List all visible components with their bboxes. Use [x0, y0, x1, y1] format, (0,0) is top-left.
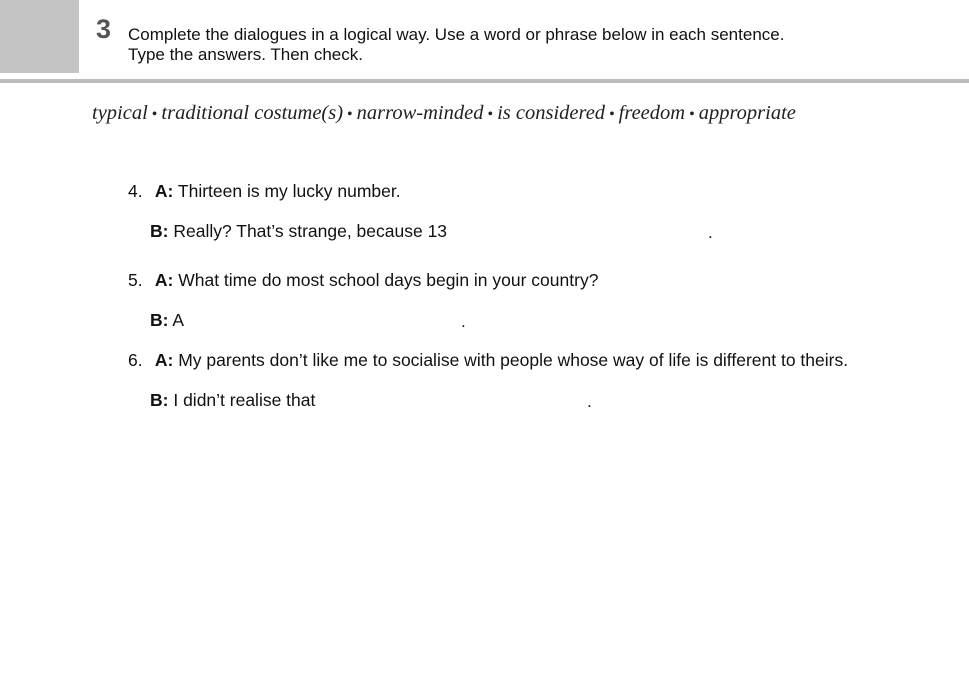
speaker-b-text: Really? That’s strange, because 13	[173, 221, 448, 241]
speaker-b-text: A	[172, 310, 185, 330]
item-number: 6.	[128, 350, 143, 370]
speaker-b-text: I didn’t realise that	[173, 390, 316, 410]
speaker-a-label: A:	[154, 270, 174, 290]
word-bank-separator: •	[151, 106, 158, 123]
word-bank-separator: •	[487, 106, 494, 123]
word-bank-item: freedom	[618, 102, 686, 124]
dialogue-5-line-a	[128, 269, 598, 291]
answer-6-input[interactable]	[313, 389, 587, 411]
item-number: 5.	[128, 270, 143, 290]
instruction-line-2: Type the answers. Then check.	[128, 45, 363, 64]
dialogue-6-line-b	[150, 389, 315, 411]
word-bank-item: is considered	[497, 102, 606, 124]
dialogue-4-line-b	[150, 220, 447, 242]
item-number: 4.	[128, 181, 143, 201]
word-bank-item: appropriate	[698, 102, 796, 124]
word-bank	[92, 100, 796, 128]
dialogue-6-line-a	[128, 349, 848, 371]
dialogue-5-line-b	[150, 309, 184, 331]
word-bank-separator: •	[347, 106, 353, 123]
speaker-a-text: My parents don’t like me to socialise with people whose way of life is different to theirs.	[178, 350, 849, 370]
dialogue-4-line-a	[128, 180, 401, 202]
word-bank-separator: •	[609, 106, 615, 123]
end-punctuation: .	[708, 223, 713, 242]
end-punctuation: .	[587, 392, 592, 411]
word-bank-item: typical	[92, 102, 148, 124]
word-bank-separator: •	[689, 106, 695, 123]
instruction-line-1: Complete the dialogues in a logical way. Use a word or phrase below in each sentence.	[128, 25, 785, 44]
speaker-a-label: A:	[154, 181, 174, 201]
word-bank-item: traditional costume(s)	[161, 102, 344, 124]
exercise-corner-block	[0, 0, 79, 73]
answer-4-input[interactable]	[434, 220, 708, 242]
speaker-a-text: What time do most school days begin in your country?	[178, 270, 599, 290]
speaker-b-label: B:	[150, 221, 169, 241]
speaker-a-label: A:	[154, 350, 174, 370]
exercise-instructions	[128, 25, 784, 65]
word-bank-item: narrow-minded	[356, 102, 484, 124]
end-punctuation: .	[461, 312, 466, 331]
header-divider	[0, 79, 969, 83]
answer-5-input[interactable]	[187, 309, 461, 331]
exercise-number: 3	[96, 14, 112, 44]
speaker-b-label: B:	[150, 310, 169, 330]
speaker-a-text: Thirteen is my lucky number.	[177, 181, 401, 201]
speaker-b-label: B:	[150, 390, 169, 410]
